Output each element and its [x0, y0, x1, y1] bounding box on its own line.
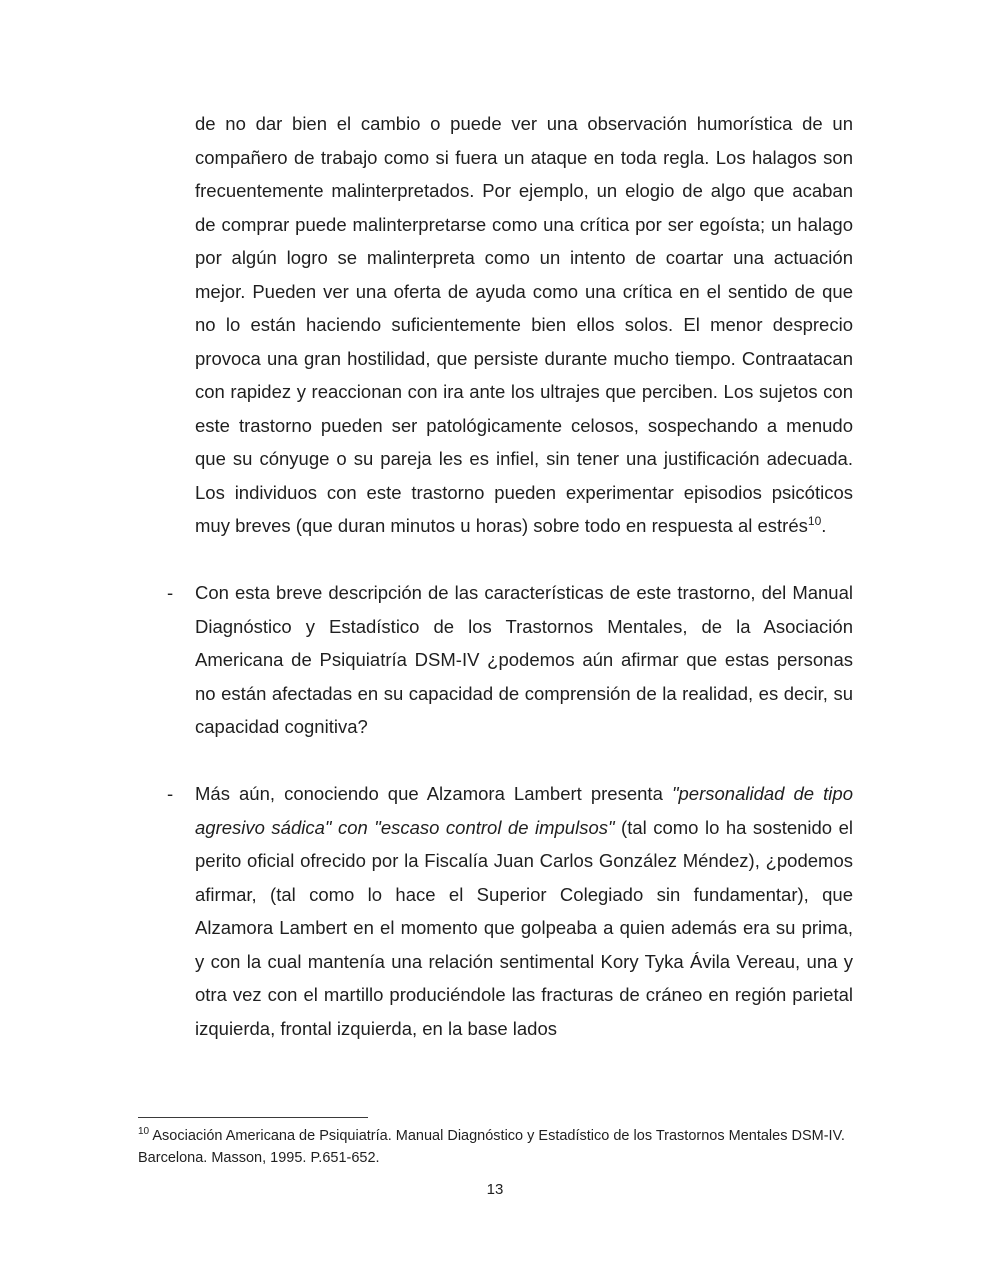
paragraph [167, 777, 853, 1045]
page-number: 13 [486, 1181, 504, 1198]
paragraph-text: Con esta breve descripción de las características de este trastorno, del Manual Diagnóstico y Estadístico de los Trastornos Mentales, de la Asociación Americana de Psiquiatría DSM-IV ¿podemos aún afirmar que estas personas no están afectadas en su capacidad de comprensión de la realidad, es decir, su capacidad cognitiva? [195, 582, 853, 737]
footnote [138, 1126, 852, 1169]
bullet-dash: - [167, 783, 174, 804]
body-text [167, 107, 853, 1045]
paragraph-text: de no dar bien el cambio o puede ver una observación humorística de un compañero de trabajo como si fuera un ataque en toda regla. Los halagos son frecuentemente malinterpretados. Por ejemplo, un elogio de algo que acaban de comprar puede malinterpretarse como una crítica por ser egoísta; un halago por algún logro se malinterpreta como un intento de coartar una actuación mejor. Pueden ver una oferta de ayuda como una crítica en el sentido de que no lo están haciendo suficientemente bien ellos solos. El menor desprecio provoca una gran hostilidad, que persiste durante mucho tiempo. Contraatacan con rapidez y reaccionan con ira ante los ultrajes que perciben. Los sujetos con este trastorno pueden ser patológicamente celosos, sospechando a menudo que su cónyuge o su pareja les es infiel, sin tener una justificación adecuada. Los individuos con este trastorno pueden experimentar episodios psicóticos muy breves (que duran minutos u horas) sobre todo en respuesta al estrés$^{10}$. [195, 113, 853, 536]
footnote-separator [138, 1117, 368, 1118]
paragraph-text: Más aún, conociendo que Alzamora Lambert presenta "personalidad de tipo agresivo sádica" con "escaso control de impulsos" (tal como lo ha sostenido el perito oficial ofrecido por la Fiscalía Juan Carlos González Méndez), ¿podemos afirmar, (tal como lo hace el Superior Colegiado sin fundamentar), que Alzamora Lambert en el momento que golpeaba a quien además era su prima, y con la cual mantenía una relación sentimental Kory Tyka Ávila Vereau, una y otra vez con el martillo produciéndole las fracturas de cráneo en región parietal izquierda, frontal izquierda, en la base lados [195, 783, 853, 1039]
footnote-marker: 10 [138, 1126, 150, 1138]
paragraph [195, 107, 853, 543]
paragraph [167, 576, 853, 744]
footnote-text: Asociación Americana de Psiquiatría. Manual Diagnóstico y Estadístico de los Trastornos Mentales DSM-IV. Barcelona. Masson, 1995. P.651-652. [138, 1128, 845, 1166]
bullet-dash: - [167, 582, 174, 603]
